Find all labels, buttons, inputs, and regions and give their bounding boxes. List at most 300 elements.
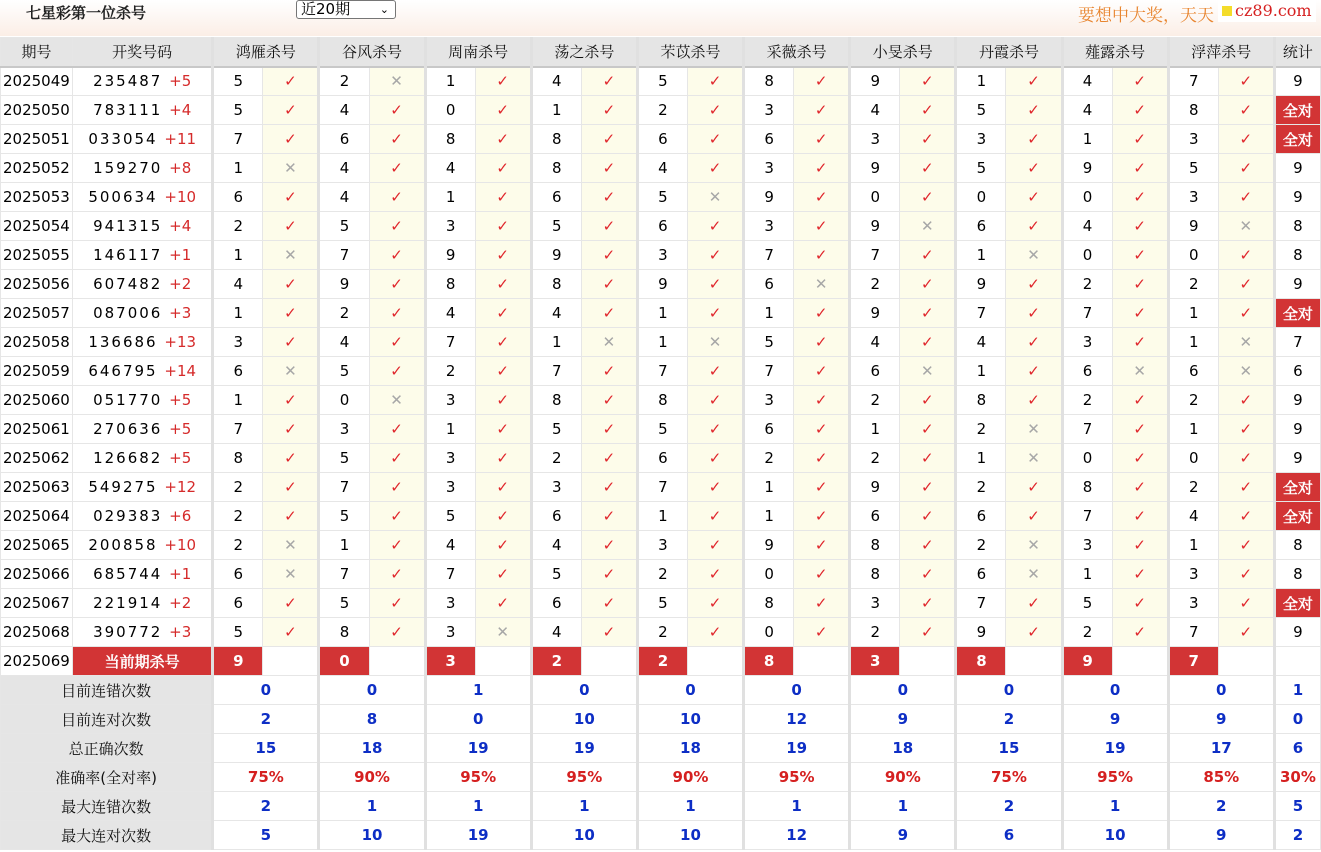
- check-icon: ✓: [581, 444, 637, 473]
- summary-value: 75%: [956, 763, 1062, 792]
- kill-number-cell: 4: [637, 154, 687, 183]
- kill-number-cell: 5: [744, 328, 794, 357]
- draw-number-cell: [73, 589, 213, 618]
- kill-number-cell: 2: [637, 560, 687, 589]
- kill-number-cell: 3: [637, 531, 687, 560]
- check-icon: ✓: [581, 125, 637, 154]
- summary-value: 0: [850, 676, 956, 705]
- empty-cell: [1218, 647, 1274, 676]
- check-icon: ✓: [263, 502, 319, 531]
- summary-value: 19: [425, 734, 531, 763]
- kill-number-cell: 1: [956, 241, 1006, 270]
- check-icon: ✓: [794, 67, 850, 96]
- check-icon: ✓: [369, 328, 425, 357]
- kill-number-cell: 2: [319, 67, 369, 96]
- kill-number-cell: 8: [744, 589, 794, 618]
- stat-cell: 9: [1274, 270, 1320, 299]
- check-icon: ✓: [794, 560, 850, 589]
- check-icon: ✓: [687, 444, 743, 473]
- empty-cell: [794, 647, 850, 676]
- draw-digits: 200858: [88, 536, 158, 554]
- draw-bonus: +5: [169, 72, 192, 91]
- kill-number-cell: 7: [744, 357, 794, 386]
- check-icon: ✓: [1112, 270, 1168, 299]
- kill-number-cell: 0: [425, 96, 475, 125]
- summary-value: 8: [319, 705, 425, 734]
- kill-number-cell: 6: [1062, 357, 1112, 386]
- check-icon: ✓: [1112, 386, 1168, 415]
- check-icon: ✓: [1112, 531, 1168, 560]
- check-icon: ✓: [900, 270, 956, 299]
- kill-number-cell: 4: [425, 531, 475, 560]
- kill-number-cell: 9: [850, 154, 900, 183]
- check-icon: ✓: [1218, 270, 1274, 299]
- check-icon: ✓: [794, 328, 850, 357]
- kill-number-cell: 1: [956, 357, 1006, 386]
- current-kill-number: 8: [956, 647, 1006, 676]
- kill-number-cell: 7: [425, 328, 475, 357]
- current-kill-number: 8: [744, 647, 794, 676]
- column-header-expert: 芣苡杀号: [637, 38, 743, 67]
- kill-number-cell: 7: [1168, 67, 1218, 96]
- kill-number-cell: 6: [744, 270, 794, 299]
- kill-number-cell: 6: [213, 183, 263, 212]
- check-icon: ✓: [475, 67, 531, 96]
- kill-number-cell: 3: [1168, 560, 1218, 589]
- summary-value: 10: [637, 821, 743, 850]
- kill-number-cell: 4: [956, 328, 1006, 357]
- empty-cell: [263, 647, 319, 676]
- kill-number-cell: 6: [213, 357, 263, 386]
- kill-number-cell: 4: [319, 96, 369, 125]
- check-icon: ✓: [1006, 212, 1062, 241]
- cross-icon: ✕: [1218, 212, 1274, 241]
- issue-cell: 2025057: [1, 299, 73, 328]
- cross-icon: ✕: [900, 357, 956, 386]
- summary-row: [1, 792, 1321, 821]
- table-row: [1, 357, 1321, 386]
- check-icon: ✓: [900, 560, 956, 589]
- check-icon: ✓: [1218, 618, 1274, 647]
- kill-number-cell: 8: [956, 386, 1006, 415]
- check-icon: ✓: [581, 386, 637, 415]
- summary-value: 0: [531, 676, 637, 705]
- check-icon: ✓: [1218, 415, 1274, 444]
- current-kill-number: 2: [637, 647, 687, 676]
- check-icon: ✓: [687, 589, 743, 618]
- check-icon: ✓: [900, 154, 956, 183]
- check-icon: ✓: [369, 415, 425, 444]
- check-icon: ✓: [687, 96, 743, 125]
- check-icon: ✓: [263, 299, 319, 328]
- empty-cell: [900, 647, 956, 676]
- kill-number-cell: 9: [531, 241, 581, 270]
- check-icon: ✓: [1218, 531, 1274, 560]
- table-row: [1, 328, 1321, 357]
- check-icon: ✓: [794, 473, 850, 502]
- check-icon: ✓: [1006, 299, 1062, 328]
- kill-number-cell: 7: [956, 299, 1006, 328]
- draw-digits: 500634: [88, 188, 158, 206]
- summary-value: 95%: [1062, 763, 1168, 792]
- check-icon: ✓: [687, 212, 743, 241]
- empty-cell: [475, 647, 531, 676]
- check-icon: ✓: [1006, 502, 1062, 531]
- check-icon: ✓: [369, 589, 425, 618]
- draw-digits: 646795: [88, 362, 158, 380]
- kill-number-cell: 4: [531, 531, 581, 560]
- kill-number-cell: 5: [956, 96, 1006, 125]
- check-icon: ✓: [581, 96, 637, 125]
- kill-number-cell: 5: [531, 415, 581, 444]
- kill-number-cell: 7: [319, 241, 369, 270]
- check-icon: ✓: [794, 241, 850, 270]
- issue-cell: 2025049: [1, 67, 73, 96]
- check-icon: ✓: [263, 328, 319, 357]
- stat-cell: 9: [1274, 415, 1320, 444]
- issue-cell: 2025058: [1, 328, 73, 357]
- check-icon: ✓: [475, 473, 531, 502]
- draw-bonus: +3: [169, 304, 192, 322]
- draw-digits: 221914: [93, 594, 163, 612]
- check-icon: ✓: [900, 444, 956, 473]
- draw-digits: 941315: [93, 217, 163, 235]
- check-icon: ✓: [900, 328, 956, 357]
- kill-number-cell: 8: [637, 386, 687, 415]
- check-icon: ✓: [475, 386, 531, 415]
- kill-number-cell: 2: [850, 618, 900, 647]
- check-icon: ✓: [687, 560, 743, 589]
- kill-number-cell: 3: [1168, 183, 1218, 212]
- stat-cell: 9: [1274, 183, 1320, 212]
- kill-number-cell: 3: [425, 212, 475, 241]
- period-select[interactable]: [296, 0, 396, 19]
- kill-number-cell: 8: [425, 270, 475, 299]
- summary-value: 15: [956, 734, 1062, 763]
- check-icon: ✓: [263, 212, 319, 241]
- kill-number-cell: 2: [850, 444, 900, 473]
- stat-cell: 9: [1274, 154, 1320, 183]
- kill-number-cell: 6: [850, 502, 900, 531]
- summary-value: 17: [1168, 734, 1274, 763]
- kill-number-cell: 3: [213, 328, 263, 357]
- all-correct-badge: 全对: [1274, 96, 1320, 125]
- table-row: [1, 299, 1321, 328]
- kill-number-cell: 6: [637, 444, 687, 473]
- check-icon: ✓: [475, 154, 531, 183]
- draw-bonus: +2: [169, 594, 192, 612]
- kill-number-cell: 7: [956, 589, 1006, 618]
- check-icon: ✓: [475, 357, 531, 386]
- check-icon: ✓: [475, 299, 531, 328]
- summary-value: 1: [1062, 792, 1168, 821]
- kill-number-cell: 0: [1062, 183, 1112, 212]
- issue-cell: 2025062: [1, 444, 73, 473]
- column-header-stats: 统计: [1274, 38, 1320, 67]
- kill-number-cell: 1: [1168, 328, 1218, 357]
- cross-icon: ✕: [263, 357, 319, 386]
- draw-number-cell: [73, 183, 213, 212]
- kill-number-cell: 0: [850, 183, 900, 212]
- check-icon: ✓: [794, 183, 850, 212]
- draw-number-cell: [73, 618, 213, 647]
- stat-cell: 9: [1274, 386, 1320, 415]
- table-row: [1, 618, 1321, 647]
- cross-icon: ✕: [1112, 357, 1168, 386]
- kill-number-cell: 2: [213, 212, 263, 241]
- table-row: [1, 444, 1321, 473]
- check-icon: ✓: [900, 473, 956, 502]
- kill-number-cell: 3: [1062, 328, 1112, 357]
- kill-number-cell: 9: [1062, 154, 1112, 183]
- check-icon: ✓: [263, 444, 319, 473]
- table-row: [1, 589, 1321, 618]
- check-icon: ✓: [263, 270, 319, 299]
- kill-number-cell: 7: [425, 560, 475, 589]
- draw-bonus: +10: [164, 188, 197, 206]
- check-icon: ✓: [1006, 96, 1062, 125]
- kill-number-cell: 8: [850, 560, 900, 589]
- check-icon: ✓: [687, 241, 743, 270]
- check-icon: ✓: [369, 444, 425, 473]
- draw-number-cell: [73, 328, 213, 357]
- check-icon: ✓: [687, 502, 743, 531]
- issue-cell: 2025064: [1, 502, 73, 531]
- stat-cell: 9: [1274, 67, 1320, 96]
- check-icon: ✓: [1218, 96, 1274, 125]
- check-icon: ✓: [687, 415, 743, 444]
- kill-number-cell: 1: [531, 328, 581, 357]
- brand-label: cz89.com: [1235, 1, 1312, 20]
- draw-bonus: +5: [169, 420, 192, 438]
- cross-icon: ✕: [1006, 241, 1062, 270]
- draw-digits: 685744: [93, 565, 163, 583]
- kill-number-cell: 6: [956, 502, 1006, 531]
- check-icon: ✓: [1112, 183, 1168, 212]
- kill-number-cell: 4: [850, 328, 900, 357]
- kill-number-cell: 2: [1062, 386, 1112, 415]
- cross-icon: ✕: [475, 618, 531, 647]
- summary-value: 18: [850, 734, 956, 763]
- table-row: [1, 96, 1321, 125]
- kill-number-cell: 3: [1168, 125, 1218, 154]
- current-kill-number: 0: [319, 647, 369, 676]
- table-row: [1, 502, 1321, 531]
- kill-number-cell: 7: [319, 473, 369, 502]
- kill-number-cell: 1: [637, 328, 687, 357]
- summary-value: 0: [956, 676, 1062, 705]
- check-icon: ✓: [1112, 618, 1168, 647]
- check-icon: ✓: [687, 125, 743, 154]
- check-icon: ✓: [581, 357, 637, 386]
- kill-number-cell: 2: [850, 386, 900, 415]
- issue-cell: 2025060: [1, 386, 73, 415]
- issue-cell: 2025065: [1, 531, 73, 560]
- check-icon: ✓: [687, 386, 743, 415]
- check-icon: ✓: [369, 154, 425, 183]
- check-icon: ✓: [1006, 125, 1062, 154]
- check-icon: ✓: [1112, 154, 1168, 183]
- check-icon: ✓: [1112, 502, 1168, 531]
- draw-digits: 159270: [93, 159, 163, 177]
- draw-number-cell: [73, 415, 213, 444]
- check-icon: ✓: [581, 473, 637, 502]
- summary-value: 9: [1168, 821, 1274, 850]
- check-icon: ✓: [475, 241, 531, 270]
- kill-number-cell: 7: [213, 415, 263, 444]
- kill-number-cell: 6: [213, 560, 263, 589]
- draw-number-cell: [73, 270, 213, 299]
- check-icon: ✓: [1218, 560, 1274, 589]
- draw-digits: 607482: [93, 275, 163, 293]
- kill-number-cell: 0: [319, 386, 369, 415]
- check-icon: ✓: [475, 328, 531, 357]
- check-icon: ✓: [1112, 96, 1168, 125]
- check-icon: ✓: [1218, 502, 1274, 531]
- cross-icon: ✕: [687, 328, 743, 357]
- summary-value: 10: [1062, 821, 1168, 850]
- kill-number-cell: 5: [319, 444, 369, 473]
- kill-number-cell: 8: [744, 67, 794, 96]
- draw-bonus: +10: [164, 536, 197, 554]
- check-icon: ✓: [369, 96, 425, 125]
- table-row: [1, 125, 1321, 154]
- kill-number-cell: 0: [1062, 241, 1112, 270]
- draw-bonus: +11: [164, 130, 197, 148]
- draw-bonus: +5: [169, 449, 192, 467]
- check-icon: ✓: [1006, 183, 1062, 212]
- check-icon: ✓: [1006, 473, 1062, 502]
- summary-value: 1: [425, 792, 531, 821]
- check-icon: ✓: [794, 125, 850, 154]
- check-icon: ✓: [900, 183, 956, 212]
- summary-value: 10: [531, 821, 637, 850]
- check-icon: ✓: [794, 444, 850, 473]
- summary-value: 18: [637, 734, 743, 763]
- kill-number-cell: 0: [1168, 241, 1218, 270]
- kill-number-cell: 6: [637, 212, 687, 241]
- kill-number-table: [0, 37, 1321, 850]
- draw-bonus: +13: [164, 333, 197, 351]
- check-icon: ✓: [687, 67, 743, 96]
- kill-number-cell: 5: [213, 618, 263, 647]
- draw-bonus: +3: [169, 623, 192, 641]
- empty-cell: [369, 647, 425, 676]
- current-kill-number: 3: [425, 647, 475, 676]
- summary-value: 0: [744, 676, 850, 705]
- issue-cell: 2025067: [1, 589, 73, 618]
- kill-number-cell: 3: [956, 125, 1006, 154]
- kill-number-cell: 7: [1062, 415, 1112, 444]
- kill-number-cell: 1: [319, 531, 369, 560]
- current-issue-cell: 2025069: [1, 647, 73, 676]
- kill-number-cell: 2: [850, 270, 900, 299]
- kill-number-cell: 3: [1168, 589, 1218, 618]
- kill-number-cell: 2: [213, 531, 263, 560]
- summary-value: 15: [213, 734, 319, 763]
- kill-number-cell: 6: [531, 589, 581, 618]
- kill-number-cell: 2: [1168, 473, 1218, 502]
- stat-cell: 8: [1274, 531, 1320, 560]
- check-icon: ✓: [581, 589, 637, 618]
- check-icon: ✓: [1006, 154, 1062, 183]
- column-header-expert: 采薇杀号: [744, 38, 850, 67]
- summary-value: 95%: [531, 763, 637, 792]
- kill-number-cell: 5: [319, 357, 369, 386]
- top-bar: [0, 0, 1321, 36]
- kill-number-cell: 3: [850, 125, 900, 154]
- summary-value: 1: [850, 792, 956, 821]
- current-label: 当前期杀号: [73, 647, 213, 676]
- summary-value: 9: [1062, 705, 1168, 734]
- kill-number-cell: 2: [1168, 386, 1218, 415]
- kill-number-cell: 6: [956, 212, 1006, 241]
- kill-number-cell: 4: [850, 96, 900, 125]
- kill-number-cell: 2: [637, 96, 687, 125]
- all-correct-badge: 全对: [1274, 473, 1320, 502]
- check-icon: ✓: [1112, 589, 1168, 618]
- cross-icon: ✕: [263, 531, 319, 560]
- issue-cell: 2025053: [1, 183, 73, 212]
- kill-number-cell: 6: [1168, 357, 1218, 386]
- kill-number-cell: 3: [744, 386, 794, 415]
- kill-number-cell: 9: [956, 618, 1006, 647]
- kill-number-cell: 2: [531, 444, 581, 473]
- kill-number-cell: 0: [1168, 444, 1218, 473]
- draw-digits: 033054: [88, 130, 158, 148]
- kill-number-cell: 1: [744, 473, 794, 502]
- column-header-expert: 鸿雁杀号: [213, 38, 319, 67]
- stat-cell: 8: [1274, 212, 1320, 241]
- kill-number-cell: 4: [531, 618, 581, 647]
- summary-value: 95%: [744, 763, 850, 792]
- check-icon: ✓: [581, 560, 637, 589]
- kill-number-cell: 2: [956, 473, 1006, 502]
- check-icon: ✓: [1218, 67, 1274, 96]
- check-icon: ✓: [475, 502, 531, 531]
- check-icon: ✓: [1112, 241, 1168, 270]
- kill-number-cell: 6: [744, 415, 794, 444]
- check-icon: ✓: [1218, 589, 1274, 618]
- summary-value: 9: [1168, 705, 1274, 734]
- kill-number-cell: 1: [1168, 299, 1218, 328]
- issue-cell: 2025054: [1, 212, 73, 241]
- kill-number-cell: 1: [425, 183, 475, 212]
- stat-cell: 9: [1274, 618, 1320, 647]
- summary-value: 9: [850, 705, 956, 734]
- summary-value: 75%: [213, 763, 319, 792]
- kill-number-cell: 9: [850, 473, 900, 502]
- check-icon: ✓: [369, 502, 425, 531]
- check-icon: ✓: [369, 270, 425, 299]
- brand-logo[interactable]: [1218, 0, 1316, 22]
- kill-number-cell: 9: [956, 270, 1006, 299]
- summary-stat: 6: [1274, 734, 1320, 763]
- check-icon: ✓: [1218, 154, 1274, 183]
- check-icon: ✓: [687, 270, 743, 299]
- current-kill-number: 2: [531, 647, 581, 676]
- check-icon: ✓: [1112, 444, 1168, 473]
- summary-value: 10: [319, 821, 425, 850]
- summary-value: 1: [425, 676, 531, 705]
- summary-value: 5: [213, 821, 319, 850]
- kill-number-cell: 4: [531, 299, 581, 328]
- check-icon: ✓: [1112, 473, 1168, 502]
- current-kill-number: 9: [213, 647, 263, 676]
- kill-number-cell: 1: [1168, 531, 1218, 560]
- draw-bonus: +1: [169, 246, 192, 264]
- summary-value: 0: [1168, 676, 1274, 705]
